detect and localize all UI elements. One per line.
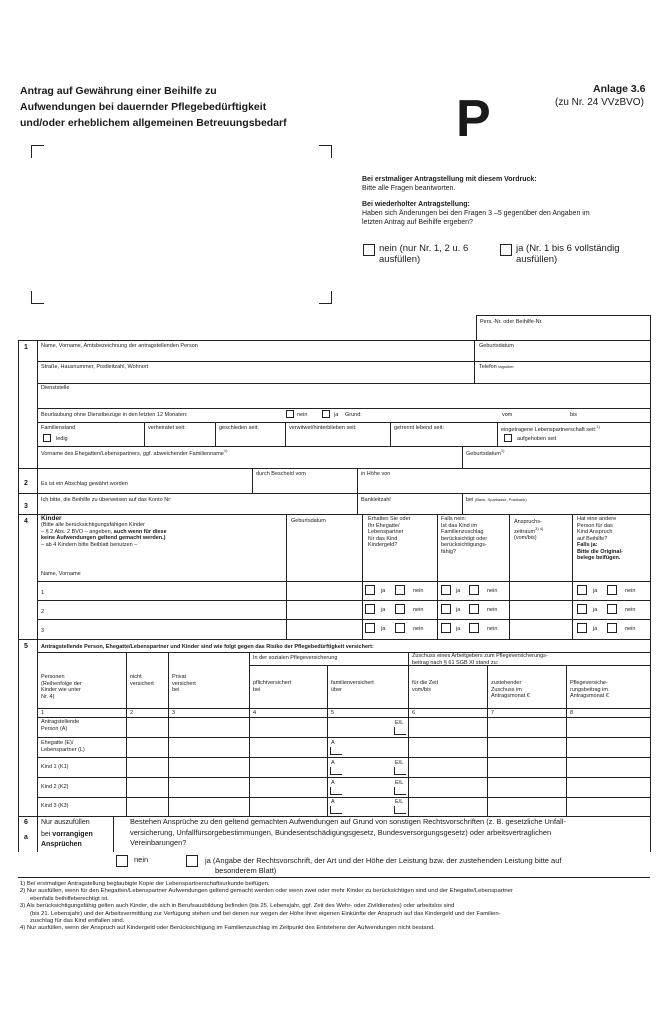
question-line: Bestehen Ansprüche zu den geltend gemachten Aufwendungen auf Grund von sonstigen Rechtsvorschriften (z. B. gesetzliche Unfall- bbox=[130, 817, 566, 826]
single-label: ledig bbox=[56, 436, 68, 442]
personnel-number-field[interactable] bbox=[480, 327, 645, 338]
rule bbox=[357, 493, 358, 514]
allowance-no-checkbox[interactable] bbox=[469, 604, 479, 614]
label-line: Nur auszufüllen bbox=[41, 819, 90, 826]
rule bbox=[37, 717, 650, 718]
rule bbox=[566, 665, 567, 816]
repeat-no-label bbox=[379, 243, 468, 265]
yes-label: ja bbox=[381, 607, 386, 613]
widowed-label: verwitwet/hinterblieben seit: bbox=[289, 425, 357, 431]
no-label: nein bbox=[625, 607, 636, 613]
bank-name-label bbox=[466, 497, 527, 503]
bank-name-note: (Bank, Sparkasse, Postbank) bbox=[474, 497, 527, 502]
repeat-application-text: Haben sich Änderungen bei den Fragen 3 –5 gegenüber den Angaben im bbox=[362, 210, 590, 217]
family-insured-field[interactable] bbox=[330, 806, 342, 814]
rule bbox=[37, 797, 650, 798]
other-claim-no-checkbox[interactable] bbox=[607, 604, 617, 614]
name-field[interactable] bbox=[40, 351, 470, 360]
child-benefit-no-checkbox[interactable] bbox=[395, 623, 405, 633]
footnote-ref: 3) 4) bbox=[535, 525, 544, 531]
notice-date-label: durch Bescheid vom bbox=[256, 471, 306, 477]
subsidy-period-column bbox=[412, 680, 438, 693]
rule bbox=[18, 340, 650, 341]
annex-reference: (zu Nr. 24 VVzBVO) bbox=[555, 97, 644, 108]
spouse-mark-label: E/L bbox=[395, 780, 404, 786]
child-name-column: Name, Vorname bbox=[41, 571, 81, 577]
column-number: 7 bbox=[491, 710, 495, 716]
child-benefit-column bbox=[368, 516, 411, 549]
rule bbox=[144, 422, 145, 446]
other-claims-yes-label bbox=[205, 856, 561, 876]
repeat-yes-label bbox=[516, 243, 620, 265]
insurance-heading: Antragstellende Person, Ehegatte/Lebenspartner und Kinder sind wie folgt gegen das Risiko der Pflegebedürftigkeit versichert: bbox=[41, 644, 374, 650]
premium-month-column bbox=[570, 680, 609, 700]
repeat-yes-checkbox[interactable] bbox=[500, 244, 512, 256]
rule bbox=[37, 340, 38, 852]
rule bbox=[113, 816, 114, 852]
spouse-birthdate-label bbox=[466, 449, 504, 457]
corner-mark bbox=[319, 291, 332, 304]
yes-label: ja bbox=[456, 588, 461, 594]
annex-label: Anlage 3.6 bbox=[593, 83, 646, 95]
label-line: Zuschuss eines Arbeitgebers zum Pflegeversicherungs- bbox=[412, 653, 548, 659]
children-note: keine Aufwendungen geltend gemacht werden.) bbox=[41, 535, 166, 542]
column-line: Falls nein: bbox=[441, 516, 467, 522]
rule bbox=[18, 340, 19, 852]
child-benefit-yes-checkbox[interactable] bbox=[365, 585, 375, 595]
rule bbox=[37, 422, 650, 423]
section-number: 3 bbox=[24, 503, 28, 510]
child-row-number: 3 bbox=[41, 628, 45, 634]
other-claims-yes-checkbox[interactable] bbox=[186, 855, 198, 867]
form-title bbox=[20, 83, 287, 131]
child-benefit-no-checkbox[interactable] bbox=[395, 604, 405, 614]
repeat-application-text: letzten Antrag auf Beihilfe ergeben? bbox=[362, 219, 473, 226]
label-line: ja (Nr. 1 bis 6 vollständig bbox=[516, 243, 620, 254]
label-line: vom/bis bbox=[412, 686, 431, 693]
label-line: Zuschuss im bbox=[491, 686, 522, 693]
no-label: nein bbox=[413, 607, 424, 613]
rule bbox=[37, 446, 650, 447]
child-row-number: 1 bbox=[41, 590, 45, 596]
label-line: nein (nur Nr. 1, 2 u. 6 bbox=[379, 243, 469, 254]
phone-label-text: Telefon bbox=[479, 364, 497, 370]
bank-code-label: Bankleitzahl bbox=[361, 497, 391, 503]
rule bbox=[37, 652, 650, 653]
other-claim-yes-checkbox[interactable] bbox=[577, 623, 587, 633]
rule bbox=[572, 514, 573, 639]
family-insured-field[interactable] bbox=[394, 767, 406, 775]
rule bbox=[650, 315, 651, 852]
child-row-number: 2 bbox=[41, 609, 45, 615]
column-line bbox=[514, 526, 543, 535]
first-application-heading: Bei erstmaliger Antragstellung mit diesem Vordruck: bbox=[362, 176, 537, 183]
footnote: 2) Nur ausfüllen, wenn für den Ehegatten/Lebenspartner Aufwendungen geltend gemacht werden oder wenn zwei oder mehr Kinder zu berücksichtigen sind und der Ehegatte/Lebenspartner bbox=[20, 888, 513, 895]
label-line: familienversichert bbox=[331, 680, 374, 686]
rule bbox=[362, 514, 363, 639]
rule bbox=[497, 422, 498, 446]
label-line: Kinder wie unter bbox=[41, 687, 81, 693]
leave-label: Beurlaubung ohne Dienstbezüge in den letzten 12 Monaten: bbox=[41, 412, 188, 418]
office-label: Dienststelle bbox=[41, 385, 70, 391]
rule bbox=[408, 652, 409, 816]
form-title-line: und/oder erheblichem allgemeinen Betreuungsbedarf bbox=[20, 117, 287, 129]
spouse-mark-label: E/L bbox=[395, 720, 404, 726]
section-number: 5 bbox=[24, 643, 28, 650]
person-label bbox=[41, 719, 79, 732]
label-line: Antragstellende bbox=[41, 719, 80, 725]
leave-yes-label: ja bbox=[334, 412, 339, 418]
repeat-application-heading: Bei wiederholter Antragstellung: bbox=[362, 201, 470, 208]
bank-name-text: bei bbox=[466, 497, 474, 503]
address-field[interactable] bbox=[40, 372, 470, 381]
person-label: Kind 2 (K2) bbox=[41, 784, 69, 790]
label-line: ausfüllen) bbox=[516, 254, 558, 265]
column-number: 4 bbox=[253, 710, 257, 716]
applicant-mark-label: A bbox=[331, 780, 335, 786]
rule bbox=[18, 493, 650, 494]
allowance-yes-checkbox[interactable] bbox=[441, 623, 451, 633]
other-claim-yes-checkbox[interactable] bbox=[577, 604, 587, 614]
footnote: zuschlag für das Kind entfallen sind. bbox=[30, 918, 125, 925]
priority-claims-label bbox=[41, 818, 93, 850]
yes-label: ja bbox=[593, 607, 598, 613]
column-number: 1 bbox=[41, 710, 45, 716]
rule bbox=[37, 708, 650, 709]
rule bbox=[37, 600, 650, 601]
section-number: 6 bbox=[24, 819, 28, 826]
no-label: nein bbox=[413, 626, 424, 632]
children-note: (Bitte alle berücksichtigungsfähigen Kinder bbox=[41, 522, 145, 529]
private-insured-column bbox=[172, 674, 196, 694]
first-application-text: Bitte alle Fragen beantworten. bbox=[362, 185, 456, 192]
corner-mark bbox=[31, 291, 44, 304]
leave-to-label: bis bbox=[570, 412, 578, 418]
yes-label: ja bbox=[381, 588, 386, 594]
no-label: nein bbox=[625, 626, 636, 632]
label-line: Lebenspartner (L) bbox=[41, 746, 85, 753]
column-line: berücksichtigungs- bbox=[441, 542, 487, 548]
leave-from-label: vom bbox=[502, 412, 513, 418]
column-number: 6 bbox=[412, 710, 416, 716]
spouse-birthdate-text: Geburtsdatum bbox=[466, 450, 501, 457]
corner-mark bbox=[31, 145, 44, 158]
label-bold: vorrangigen bbox=[52, 831, 93, 838]
other-claim-yes-checkbox[interactable] bbox=[577, 585, 587, 595]
label-text: bei bbox=[41, 831, 51, 838]
rule bbox=[37, 581, 650, 582]
label-line: Person (A) bbox=[41, 725, 68, 732]
rule bbox=[37, 757, 650, 758]
label-line: Ehegatte (E)/ bbox=[41, 740, 74, 746]
footnote: 4) Nur ausfüllen, wenn der Anspruch auf Kindergeld oder Berücksichtigung im Familienzuschlag im Zeitpunkt des Entstehens der Aufwendungen nicht bestand. bbox=[20, 925, 435, 932]
no-label: nein bbox=[487, 588, 498, 594]
label-line: versichert bbox=[130, 680, 154, 687]
spouse-label bbox=[41, 449, 227, 457]
section-number: 2 bbox=[24, 480, 28, 487]
column-line: Kind Anspruch bbox=[577, 529, 613, 535]
section-sub-letter: a bbox=[24, 834, 28, 841]
phone-label bbox=[479, 364, 514, 370]
other-claim-no-checkbox[interactable] bbox=[607, 585, 617, 595]
label-line: bei bbox=[172, 687, 180, 693]
family-insured-field[interactable] bbox=[394, 806, 406, 814]
children-heading bbox=[41, 516, 167, 548]
account-label: Ich bitte, die Beihilfe zu überweisen auf das Konto Nr: bbox=[41, 497, 172, 503]
advance-label: Es ist ein Abschlag gewährt worden bbox=[41, 481, 128, 487]
column-line: Falls ja: bbox=[577, 542, 598, 548]
children-note: – ab 4 Kindern bitte Beiblatt benutzen – bbox=[41, 541, 138, 548]
applicant-mark-label: A bbox=[331, 740, 335, 746]
label-line: Antragsmonat € bbox=[570, 693, 609, 699]
label-line: versichert bbox=[172, 680, 196, 687]
yes-label: ja bbox=[381, 626, 386, 632]
rule bbox=[18, 468, 650, 469]
label-line bbox=[41, 830, 93, 840]
label-line: Nr. 4) bbox=[41, 693, 55, 700]
phone-label-note: tagsüber bbox=[498, 364, 514, 369]
column-line: belege beifügen. bbox=[577, 555, 621, 561]
label-line: beitrag nach § 61 SGB XI stand zu: bbox=[412, 659, 499, 666]
leave-no-checkbox[interactable] bbox=[286, 410, 294, 418]
social-insurance-label: In der sozialen Pflegeversicherung bbox=[253, 655, 338, 661]
marital-status-label: Familienstand bbox=[41, 425, 76, 431]
label-line: pflichtversichert bbox=[253, 680, 292, 686]
label-line: ja (Angabe der Rechtsvorschrift, der Art und der Höhe der Leistung bzw. der zustehenden Leistung bitte auf bbox=[205, 856, 562, 865]
personnel-number-label: Pers.-Nr. oder Beihilfe-Nr. bbox=[480, 319, 543, 325]
entitlement-period-column bbox=[514, 519, 543, 541]
footnote: 1) Bei erstmaliger Antragstellung beglaubigte Kopie der Lebenspartnerschaftsurkunde beifügen. bbox=[20, 881, 270, 887]
label-line: über bbox=[331, 686, 343, 693]
form-letter-p: P bbox=[456, 90, 491, 148]
rule bbox=[474, 340, 475, 384]
column-line: Hat eine andere bbox=[577, 516, 617, 522]
rule bbox=[37, 361, 650, 362]
rule bbox=[462, 446, 463, 468]
no-label: nein bbox=[413, 588, 424, 594]
person-label bbox=[41, 740, 85, 753]
column-line: Anspruchs- bbox=[514, 519, 542, 525]
allowance-no-checkbox[interactable] bbox=[469, 623, 479, 633]
label-line: (Reihenfolge der bbox=[41, 680, 82, 687]
partnership-text: eingetragene Lebenspartnerschaft seit: bbox=[501, 426, 597, 433]
column-line: berücksichtigt oder bbox=[441, 535, 488, 542]
child-benefit-yes-checkbox[interactable] bbox=[365, 604, 375, 614]
no-label: nein bbox=[487, 607, 498, 613]
label-line: Personen bbox=[41, 674, 65, 680]
family-insured-column bbox=[331, 680, 374, 693]
allowance-yes-checkbox[interactable] bbox=[441, 585, 451, 595]
column-line: Kindergeld? bbox=[368, 542, 398, 548]
footnotes bbox=[20, 881, 650, 933]
rule bbox=[390, 422, 391, 446]
phone-field[interactable] bbox=[478, 372, 646, 381]
rule bbox=[18, 639, 650, 640]
rule bbox=[252, 468, 253, 493]
other-claims-no-checkbox[interactable] bbox=[116, 855, 128, 867]
family-insured-field[interactable] bbox=[330, 747, 342, 755]
yes-label: ja bbox=[456, 626, 461, 632]
rule bbox=[37, 737, 650, 738]
rule bbox=[286, 514, 287, 639]
children-note-text: – § 2 Abs. 2 BVO – angeben, bbox=[41, 528, 113, 535]
column-line: auf Beihilfe? bbox=[577, 535, 608, 542]
column-line: für das Kind bbox=[368, 535, 398, 542]
other-claim-no-checkbox[interactable] bbox=[607, 623, 617, 633]
footnote-ref: 1) bbox=[596, 424, 600, 429]
question-line: versicherung, Unfallfürsorgebestimmungen, Bundesentschädigungsgesetz, Bundesversorgungsgesetz) oder arbeitsvertraglichen bbox=[130, 827, 552, 837]
birthdate-field[interactable] bbox=[478, 351, 646, 360]
rule bbox=[437, 514, 438, 639]
allowance-no-checkbox[interactable] bbox=[469, 585, 479, 595]
question-line: Vereinbarungen? bbox=[130, 838, 187, 848]
form-title-line: Antrag auf Gewährung einer Beihilfe zu bbox=[20, 85, 217, 97]
advance-amount-label: in Höhe von bbox=[361, 471, 391, 477]
leave-reason-field[interactable] bbox=[370, 410, 495, 420]
section-number: 1 bbox=[24, 344, 28, 351]
no-label: nein bbox=[625, 588, 636, 594]
other-claim-column bbox=[577, 516, 623, 562]
rule bbox=[249, 652, 250, 816]
separated-label: getrennt lebend seit: bbox=[394, 425, 444, 431]
label-line: rungsbeitrag im bbox=[570, 686, 608, 693]
column-number: 3 bbox=[172, 710, 176, 716]
column-line: Lebenspartner bbox=[368, 529, 404, 535]
column-line: fähig? bbox=[441, 548, 456, 555]
leave-reason-label: Grund: bbox=[345, 412, 362, 418]
label-line: für die Zeit bbox=[412, 680, 438, 686]
applicant-mark-label: A bbox=[331, 799, 335, 805]
rule bbox=[37, 777, 650, 778]
rule bbox=[18, 877, 650, 878]
mandatory-insured-column bbox=[253, 680, 291, 693]
rule bbox=[509, 514, 510, 639]
footnote: (bis 21. Lebensjahr) und der Arbeitsvermittlung zur Verfügung stehen und bei denen nur wegen der Höhe ihrer eigenen Einkünfte der Anspruch auf das Kindergeld und der Familien- bbox=[30, 910, 501, 917]
yes-label: ja bbox=[456, 607, 461, 613]
rule bbox=[37, 408, 650, 409]
rule bbox=[327, 665, 328, 816]
label-line: ausfüllen) bbox=[379, 254, 421, 265]
rule bbox=[462, 493, 463, 514]
children-note-bold: auch wenn für diese bbox=[113, 528, 167, 535]
leave-yes-checkbox[interactable] bbox=[322, 410, 330, 418]
rule bbox=[37, 383, 650, 384]
birthdate-label: Geburtsdatum bbox=[479, 343, 514, 349]
single-checkbox[interactable] bbox=[43, 434, 51, 442]
form-title-line: Aufwendungen bei dauernder Pflegebedürftigkeit bbox=[20, 101, 267, 113]
label-line: Ansprüchen bbox=[41, 841, 82, 848]
child-birthdate-column: Geburtsdatum bbox=[291, 518, 326, 524]
footnote: 3) Als berücksichtigungsfähig gelten auch Kinder, die sich in Berufsausbildung befinden (bis 25. Lebensjahr, ggf. Zeit des Wehr- oder Zivildienstes) oder arbeitslos sind bbox=[20, 903, 455, 910]
column-line: Bitte die Original- bbox=[577, 548, 623, 555]
person-label: Kind 1 (K1) bbox=[41, 764, 69, 770]
spouse-label-text: Vorname des Ehegatten/Lebenspartners, ggf. abweichender Familienname bbox=[41, 450, 224, 457]
yes-label: ja bbox=[593, 588, 598, 594]
column-line: (vom/bis) bbox=[514, 534, 537, 541]
rule bbox=[215, 422, 216, 446]
rule bbox=[357, 468, 358, 493]
family-insured-field[interactable] bbox=[394, 727, 406, 735]
rule bbox=[476, 315, 650, 316]
label-line: bei bbox=[253, 686, 261, 693]
married-label: verheiratet seit: bbox=[148, 425, 186, 431]
label-line: Antragsmonat € bbox=[491, 693, 530, 699]
family-insured-field[interactable] bbox=[330, 787, 342, 795]
family-insured-field[interactable] bbox=[330, 767, 342, 775]
address-label: Straße, Hausnummer, Postleitzahl, Wohnort bbox=[41, 364, 149, 370]
not-insured-column bbox=[130, 674, 154, 687]
child-benefit-yes-checkbox[interactable] bbox=[365, 623, 375, 633]
other-claims-no-label: nein bbox=[134, 855, 149, 864]
rule bbox=[487, 665, 488, 816]
column-line: Erhalten Sie oder bbox=[368, 516, 411, 522]
column-number: 5 bbox=[331, 710, 335, 716]
leave-no-label: nein bbox=[297, 412, 308, 418]
family-insured-field[interactable] bbox=[394, 787, 406, 795]
footnote: ebenfalls beihilfeberechtigt ist. bbox=[30, 895, 109, 902]
rule bbox=[168, 652, 169, 816]
column-line: Person für das bbox=[577, 522, 613, 529]
spouse-mark-label: E/L bbox=[395, 799, 404, 805]
corner-mark bbox=[319, 145, 332, 158]
footnote-ref: 1) bbox=[500, 448, 505, 453]
other-claims-question bbox=[130, 817, 566, 849]
employer-subsidy-label bbox=[412, 653, 548, 666]
column-line: Ist das Kind im bbox=[441, 522, 478, 529]
allowance-yes-checkbox[interactable] bbox=[441, 604, 451, 614]
rule bbox=[285, 422, 286, 446]
person-label: Kind 3 (K3) bbox=[41, 803, 69, 809]
office-field[interactable] bbox=[40, 394, 645, 406]
label-line: Privat bbox=[172, 674, 187, 680]
rule bbox=[476, 315, 477, 340]
partnership-ended-checkbox[interactable] bbox=[504, 434, 512, 442]
label-line: nicht bbox=[130, 674, 142, 680]
label-line: Pflegeversiche- bbox=[570, 680, 608, 686]
footnote-ref: 1) bbox=[223, 448, 228, 453]
repeat-no-checkbox[interactable] bbox=[363, 244, 375, 256]
column-line: Familienzuschlag bbox=[441, 529, 484, 535]
rule bbox=[37, 619, 650, 620]
spouse-mark-label: E/L bbox=[395, 760, 404, 766]
child-benefit-no-checkbox[interactable] bbox=[395, 585, 405, 595]
divorced-label: geschieden seit: bbox=[219, 425, 259, 431]
label-line: zustehender bbox=[491, 680, 522, 686]
applicant-mark-label: A bbox=[331, 760, 335, 766]
partnership-label bbox=[501, 425, 600, 433]
section-number: 4 bbox=[24, 518, 28, 525]
children-title: Kinder bbox=[41, 515, 62, 522]
yes-label: ja bbox=[593, 626, 598, 632]
column-line: Ihr Ehegatte/ bbox=[368, 522, 400, 529]
rule bbox=[18, 514, 650, 515]
partnership-ended-label: aufgehoben seit bbox=[517, 436, 557, 442]
no-label: nein bbox=[487, 626, 498, 632]
subsidy-month-column bbox=[491, 680, 530, 700]
family-allowance-column bbox=[441, 516, 487, 555]
rule bbox=[126, 652, 127, 816]
column-number: 8 bbox=[570, 710, 574, 716]
persons-column bbox=[41, 674, 82, 700]
column-number: 2 bbox=[130, 710, 134, 716]
name-label: Name, Vorname, Amtsbezeichnung der antragstellenden Person bbox=[41, 343, 198, 349]
label-line: besonderem Blatt) bbox=[215, 866, 277, 875]
column-line-text: zeitraum bbox=[514, 528, 536, 535]
